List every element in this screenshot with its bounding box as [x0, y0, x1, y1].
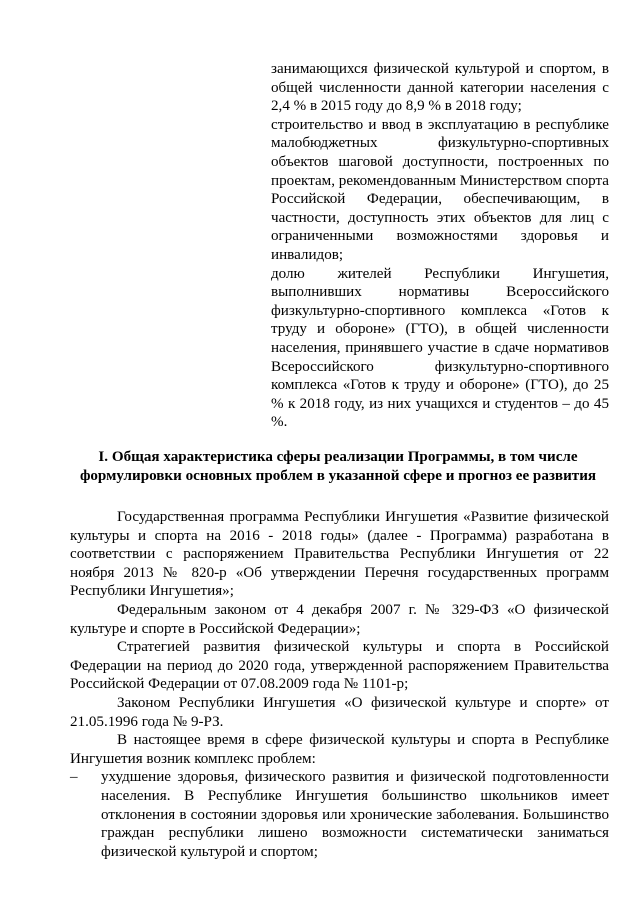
indicator-paragraph: строительство и ввод в эксплуатацию в республике малобюджетных физкультурно-спортивных объектов шаговой доступности, построенных по проектам, рекомендованным Министерством спорта Российской Федерации, обеспечивающим, в частности, доступность этих объектов для лиц с ограниченными возможностями здоровья и инвалидов; — [271, 116, 609, 263]
section-heading-line: I. Общая характеристика сферы реализации Программы, в том числе — [98, 449, 578, 465]
section-heading — [70, 448, 606, 486]
list-dash-marker: – — [70, 769, 78, 786]
problem-list — [70, 768, 609, 861]
body-paragraph: В настоящее время в сфере физической культуры и спорта в Республике Ингушетия возник комплекс проблем: — [70, 732, 609, 767]
list-item — [70, 768, 609, 861]
body-paragraph: Федеральным законом от 4 декабря 2007 г. № 329-ФЗ «О физической культуре и спорте в Российской Федерации»; — [70, 601, 609, 637]
body-paragraph: Государственная программа Республики Ингушетия «Развитие физической культуры и спорта на 2016 - 2018 годы» (далее - Программа) разработана в соответствии с распоряжением Правительства Республики Ингушетия от 22 ноября 2013 № 820-р «Об утверждении Перечня государственных программ Республики Ингушетия»; — [70, 509, 609, 600]
section-body — [70, 508, 609, 861]
indicator-paragraph: долю жителей Республики Ингушетия, выполнивших нормативы Всероссийского физкультурно-спортивного комплекса «Готов к труду и обороне» (ГТО), в общей численности населения, принявшего участие в сдаче нормативов Всероссийского физкультурно-спортивного комплекса «Готов к труду и обороне» (ГТО), до 25 % к 2018 году, из них учащихся и студентов – до 45 %. — [271, 265, 609, 431]
indicator-paragraph: занимающихся физической культурой и спортом, в общей численности данной категории населения с 2,4 % в 2015 году до 8,9 % в 2018 году; — [271, 61, 609, 115]
list-item-text: ухудшение здоровья, физического развития и физической подготовленности населения. В Республике Ингушетия большинство школьников имеет отклонения в состоянии здоровья или хронические заболевания. Большинство граждан республики лишено возможности систематически заниматься физической культурой и спортом; — [101, 769, 609, 860]
body-paragraph: Законом Республики Ингушетия «О физической культуре и спорте» от 21.05.1996 года № 9-РЗ. — [70, 694, 609, 730]
body-paragraph: Стратегией развития физической культуры и спорта в Российской Федерации на период до 2020 года, утвержденной распоряжением Правительства Российской Федерации от 07.08.2009 года № 1101-р; — [70, 639, 609, 693]
indicator-list-continuation — [271, 60, 609, 432]
section-heading-line: формулировки основных проблем в указанной сфере и прогноз ее развития — [79, 468, 597, 484]
